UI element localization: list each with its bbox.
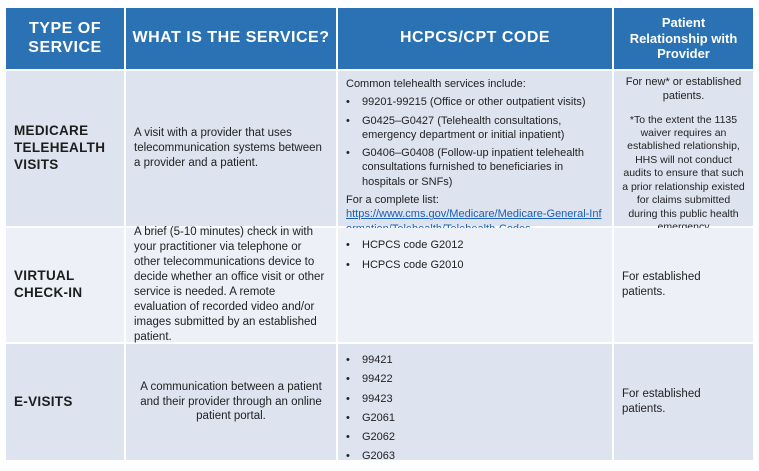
codes-list [346,353,604,464]
codes-list [346,95,604,189]
codes-list [346,238,604,273]
row-relationship-telehealth [614,71,753,226]
row-description-telehealth [126,71,336,226]
code-text: HCPCS code G2012 [362,239,464,251]
header-relationship-label: Patient Relationship with Provider [629,15,738,62]
bullet-icon: • [346,411,350,424]
relationship-text: For established patients. [622,271,701,298]
row-codes-telehealth [338,71,612,226]
header-type-label: TYPE OF SERVICE [28,20,102,56]
description-text: A communication between a patient and their provider through an online patient portal. [140,380,322,423]
list-item [346,114,604,143]
header-what-is-service [126,8,336,69]
bullet-icon: • [346,450,350,463]
list-item [346,238,604,252]
code-text: G0425–G0427 (Telehealth consultations, emergency department or initial inpatient) [362,114,565,141]
row-relationship-virtual-checkin [614,228,753,342]
row-type-virtual-checkin [6,228,124,342]
type-label: E-VISITS [14,393,73,409]
row-description-e-visits [126,344,336,460]
code-text: 99421 [362,354,393,366]
list-item [346,411,604,425]
bullet-icon: • [346,373,350,386]
relationship-note: *To the extent the 1135 waiver requires an established relationship, HHS will not conduct audits to ensure that such a prior relationship existed for claims submitted during this public health [622,113,745,220]
codes-more-label: For a complete list: [346,194,439,207]
code-text: 99422 [362,373,393,386]
header-relationship [614,8,753,69]
bullet-icon: • [346,114,350,127]
code-text: 99201-99215 (Office or other outpatient visits) [362,96,586,109]
description-text: A visit with a provider that uses telecommunication systems between a provider and a patient. [134,127,322,169]
list-item [346,372,604,386]
row-description-virtual-checkin [126,228,336,342]
type-label: VIRTUAL CHECK-IN [14,268,83,300]
type-label: MEDICARE TELEHEALTH VISITS [14,123,106,172]
relationship-text: For new* or established patients. [625,76,742,103]
row-relationship-e-visits [614,344,753,460]
bullet-icon: • [346,354,350,366]
code-text: G2063 [362,450,396,463]
list-item [346,95,604,109]
code-text: G2062 [362,431,396,444]
bullet-icon: • [346,392,350,405]
code-text: 99423 [362,392,393,405]
row-type-e-visits [6,344,124,460]
list-item [346,146,604,189]
bullet-icon: • [346,239,350,251]
cms-telehealth-codes-link[interactable]: https://www.cms.gov/Medicare/Medicare-General-Inf [346,208,602,221]
list-item [346,449,604,463]
header-what-label: WHAT IS THE SERVICE? [132,29,330,47]
code-text: G0406–G0408 (Follow-up inpatient telehealth consultations furnished to beneficiaries in hospitals or SNFs) [362,147,584,188]
list-item [346,430,604,444]
list-item [346,353,604,367]
row-codes-e-visits [338,344,612,463]
list-item [346,258,604,272]
row-type-telehealth [6,71,124,226]
row-codes-virtual-checkin [338,228,612,342]
services-table [6,8,751,465]
bullet-icon: • [346,431,350,444]
codes-intro: Common telehealth services include: [346,78,526,90]
header-code [338,8,612,69]
header-type-of-service [6,8,124,69]
code-text: G2061 [362,411,396,424]
relationship-text: For established patients. [622,388,701,415]
bullet-icon: • [346,96,350,109]
list-item [346,392,604,406]
description-text: A brief (5-10 minutes) check in with your practitioner via telephone or other telecommunications device to decide whether an office visit or other service is needed. A remote evaluation of recorded video and/or images submitted by an established patient. [134,226,325,343]
code-text: HCPCS code G2010 [362,259,464,272]
header-code-label: HCPCS/CPT CODE [399,29,551,47]
bullet-icon: • [346,259,350,272]
bullet-icon: • [346,147,350,160]
